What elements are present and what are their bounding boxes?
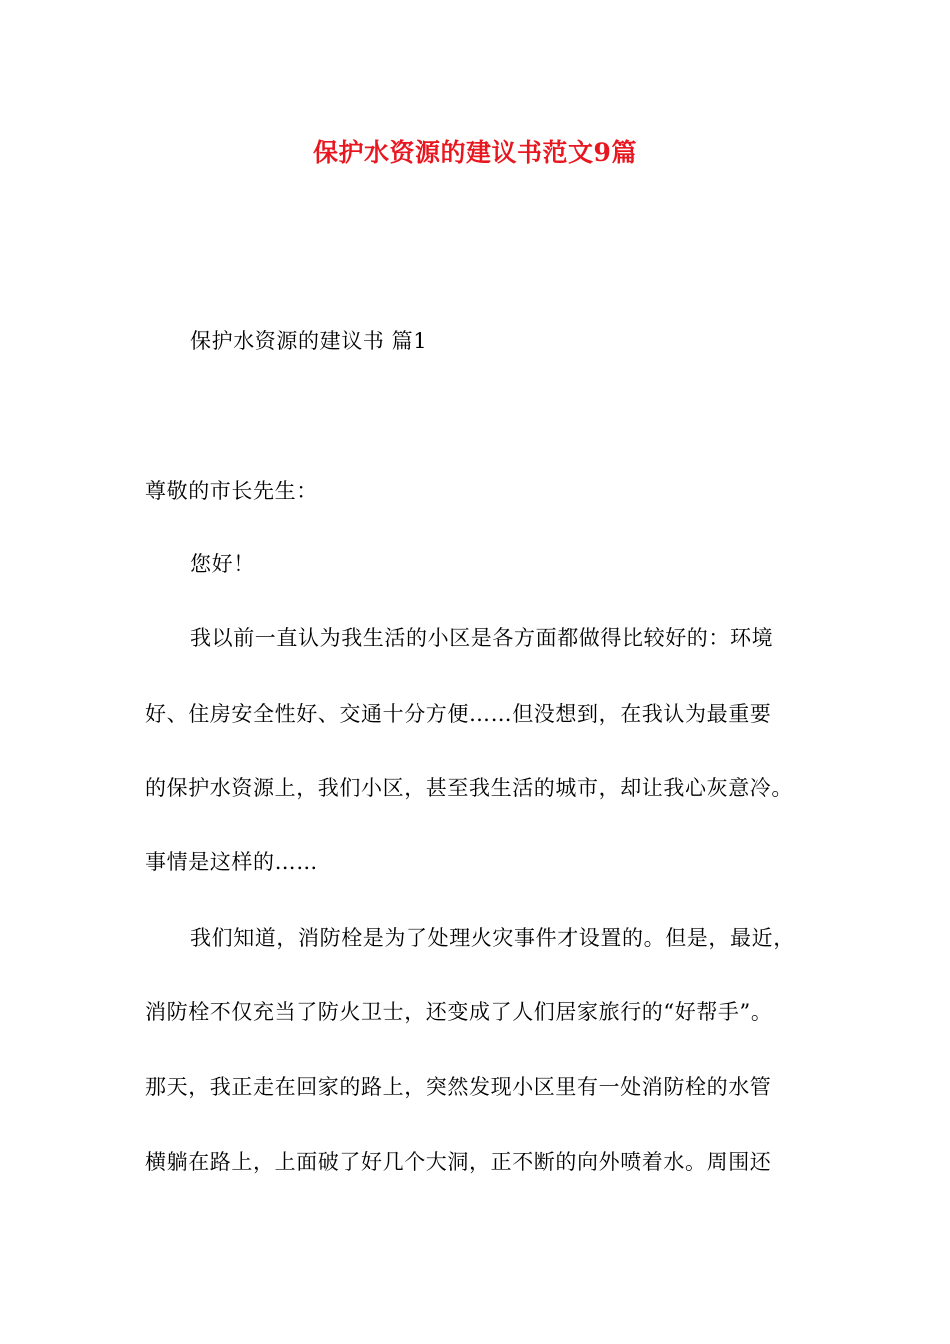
document-title: 保护水资源的建议书范文9篇 — [313, 138, 637, 167]
body-line: 消防栓不仅充当了防火卫士，还变成了人们居家旅行的“好帮手”。 — [145, 1000, 773, 1024]
body-line: 我们知道，消防栓是为了处理火灾事件才设置的。但是，最近， — [190, 926, 795, 950]
body-line: 事情是这样的…… — [145, 850, 318, 874]
section-heading: 保护水资源的建议书 篇1 — [190, 329, 428, 353]
greeting: 您好！ — [190, 552, 255, 576]
body-line: 横躺在路上，上面破了好几个大洞，正不断的向外喷着水。周围还 — [145, 1150, 772, 1174]
body-line: 我以前一直认为我生活的小区是各方面都做得比较好的：环境 — [190, 626, 774, 650]
body-line: 那天，我正走在回家的路上，突然发现小区里有一处消防栓的水管 — [145, 1075, 772, 1099]
body-line: 的保护水资源上，我们小区，甚至我生活的城市，却让我心灰意冷。 — [145, 776, 793, 800]
body-line: 好、住房安全性好、交通十分方便……但没想到，在我认为最重要 — [145, 702, 772, 726]
salutation: 尊敬的市长先生： — [145, 479, 318, 503]
